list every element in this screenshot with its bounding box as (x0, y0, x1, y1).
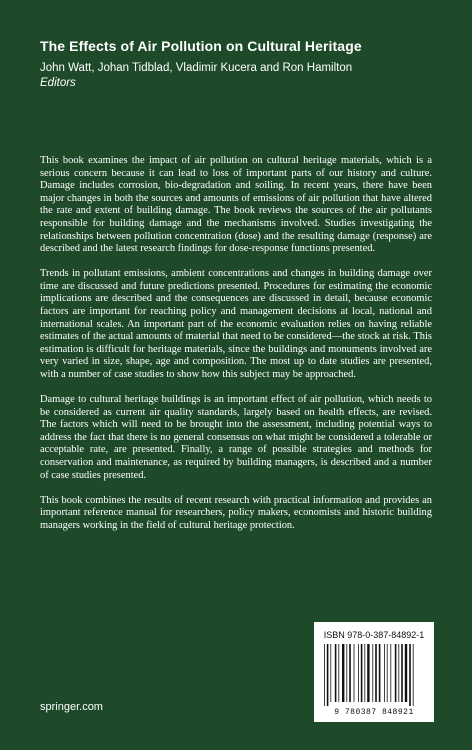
barcode-icon (322, 644, 426, 706)
barcode-digits: 9 780387 848921 (334, 708, 414, 717)
book-authors: John Watt, Johan Tidblad, Vladimir Kucera and Ron Hamilton (40, 62, 353, 74)
isbn-barcode-box (314, 622, 434, 722)
blurb-paragraph: This book combines the results of recent research with practical information and provides an important reference manual for researchers, policy makers, economists and historic building managers working in the field of cultural heritage protection. (40, 494, 432, 531)
editors-label: Editors (40, 77, 76, 89)
blurb-paragraph: This book examines the impact of air pollution on cultural heritage materials, which is a serious concern because it can lead to loss of important parts of our history and culture. Damage includes corrosion, bio-degradation and soiling. In recent years, there have been major changes in both the sources and amounts of emissions of air pollution that have altered the rate and extent of building damage. The book reviews the sources of the air pollutants responsible for building damage and the mechanisms involved. Studies investigating the relationships between pollution concentration (dose) and the resulting damage (response) are described and the latest research findings for dose-response functions presented. (40, 155, 432, 255)
blurb (40, 155, 432, 545)
book-title: The Effects of Air Pollution on Cultural Heritage (40, 38, 362, 54)
blurb-paragraph: Trends in pollutant emissions, ambient concentrations and changes in building damage over time are discussed and future predictions presented. Procedures for estimating the economic implications are described and the consequences are discussed in detail, because economic factors are important for reaching policy and management decisions at local, national and international scales. An important part of the economic evaluation relies on having reliable estimates of the actual amounts of material that need to be considered—the stock at risk. This estimation is difficult for heritage materials, since the buildings and monuments involved are very varied in size, shape, age and composition. The most up to date studies are presented, with a number of case studies to show how this subject may be approached. (40, 268, 432, 380)
publisher-url: springer.com (40, 701, 103, 713)
blurb-paragraph: Damage to cultural heritage buildings is an important effect of air pollution, which needs to be considered as current air quality standards, largely based on health effects, are revised. The factors which will need to be brought into the assessment, including potential ways to address the fact that there is no general consensus on what might be considered a tolerable or acceptable rate, are presented. Finally, a range of possible strategies and methods for conservation and maintenance, as required by building managers, is described and a number of case studies presented. (40, 394, 432, 481)
isbn-label: ISBN 978-0-387-84892-1 (323, 630, 425, 640)
